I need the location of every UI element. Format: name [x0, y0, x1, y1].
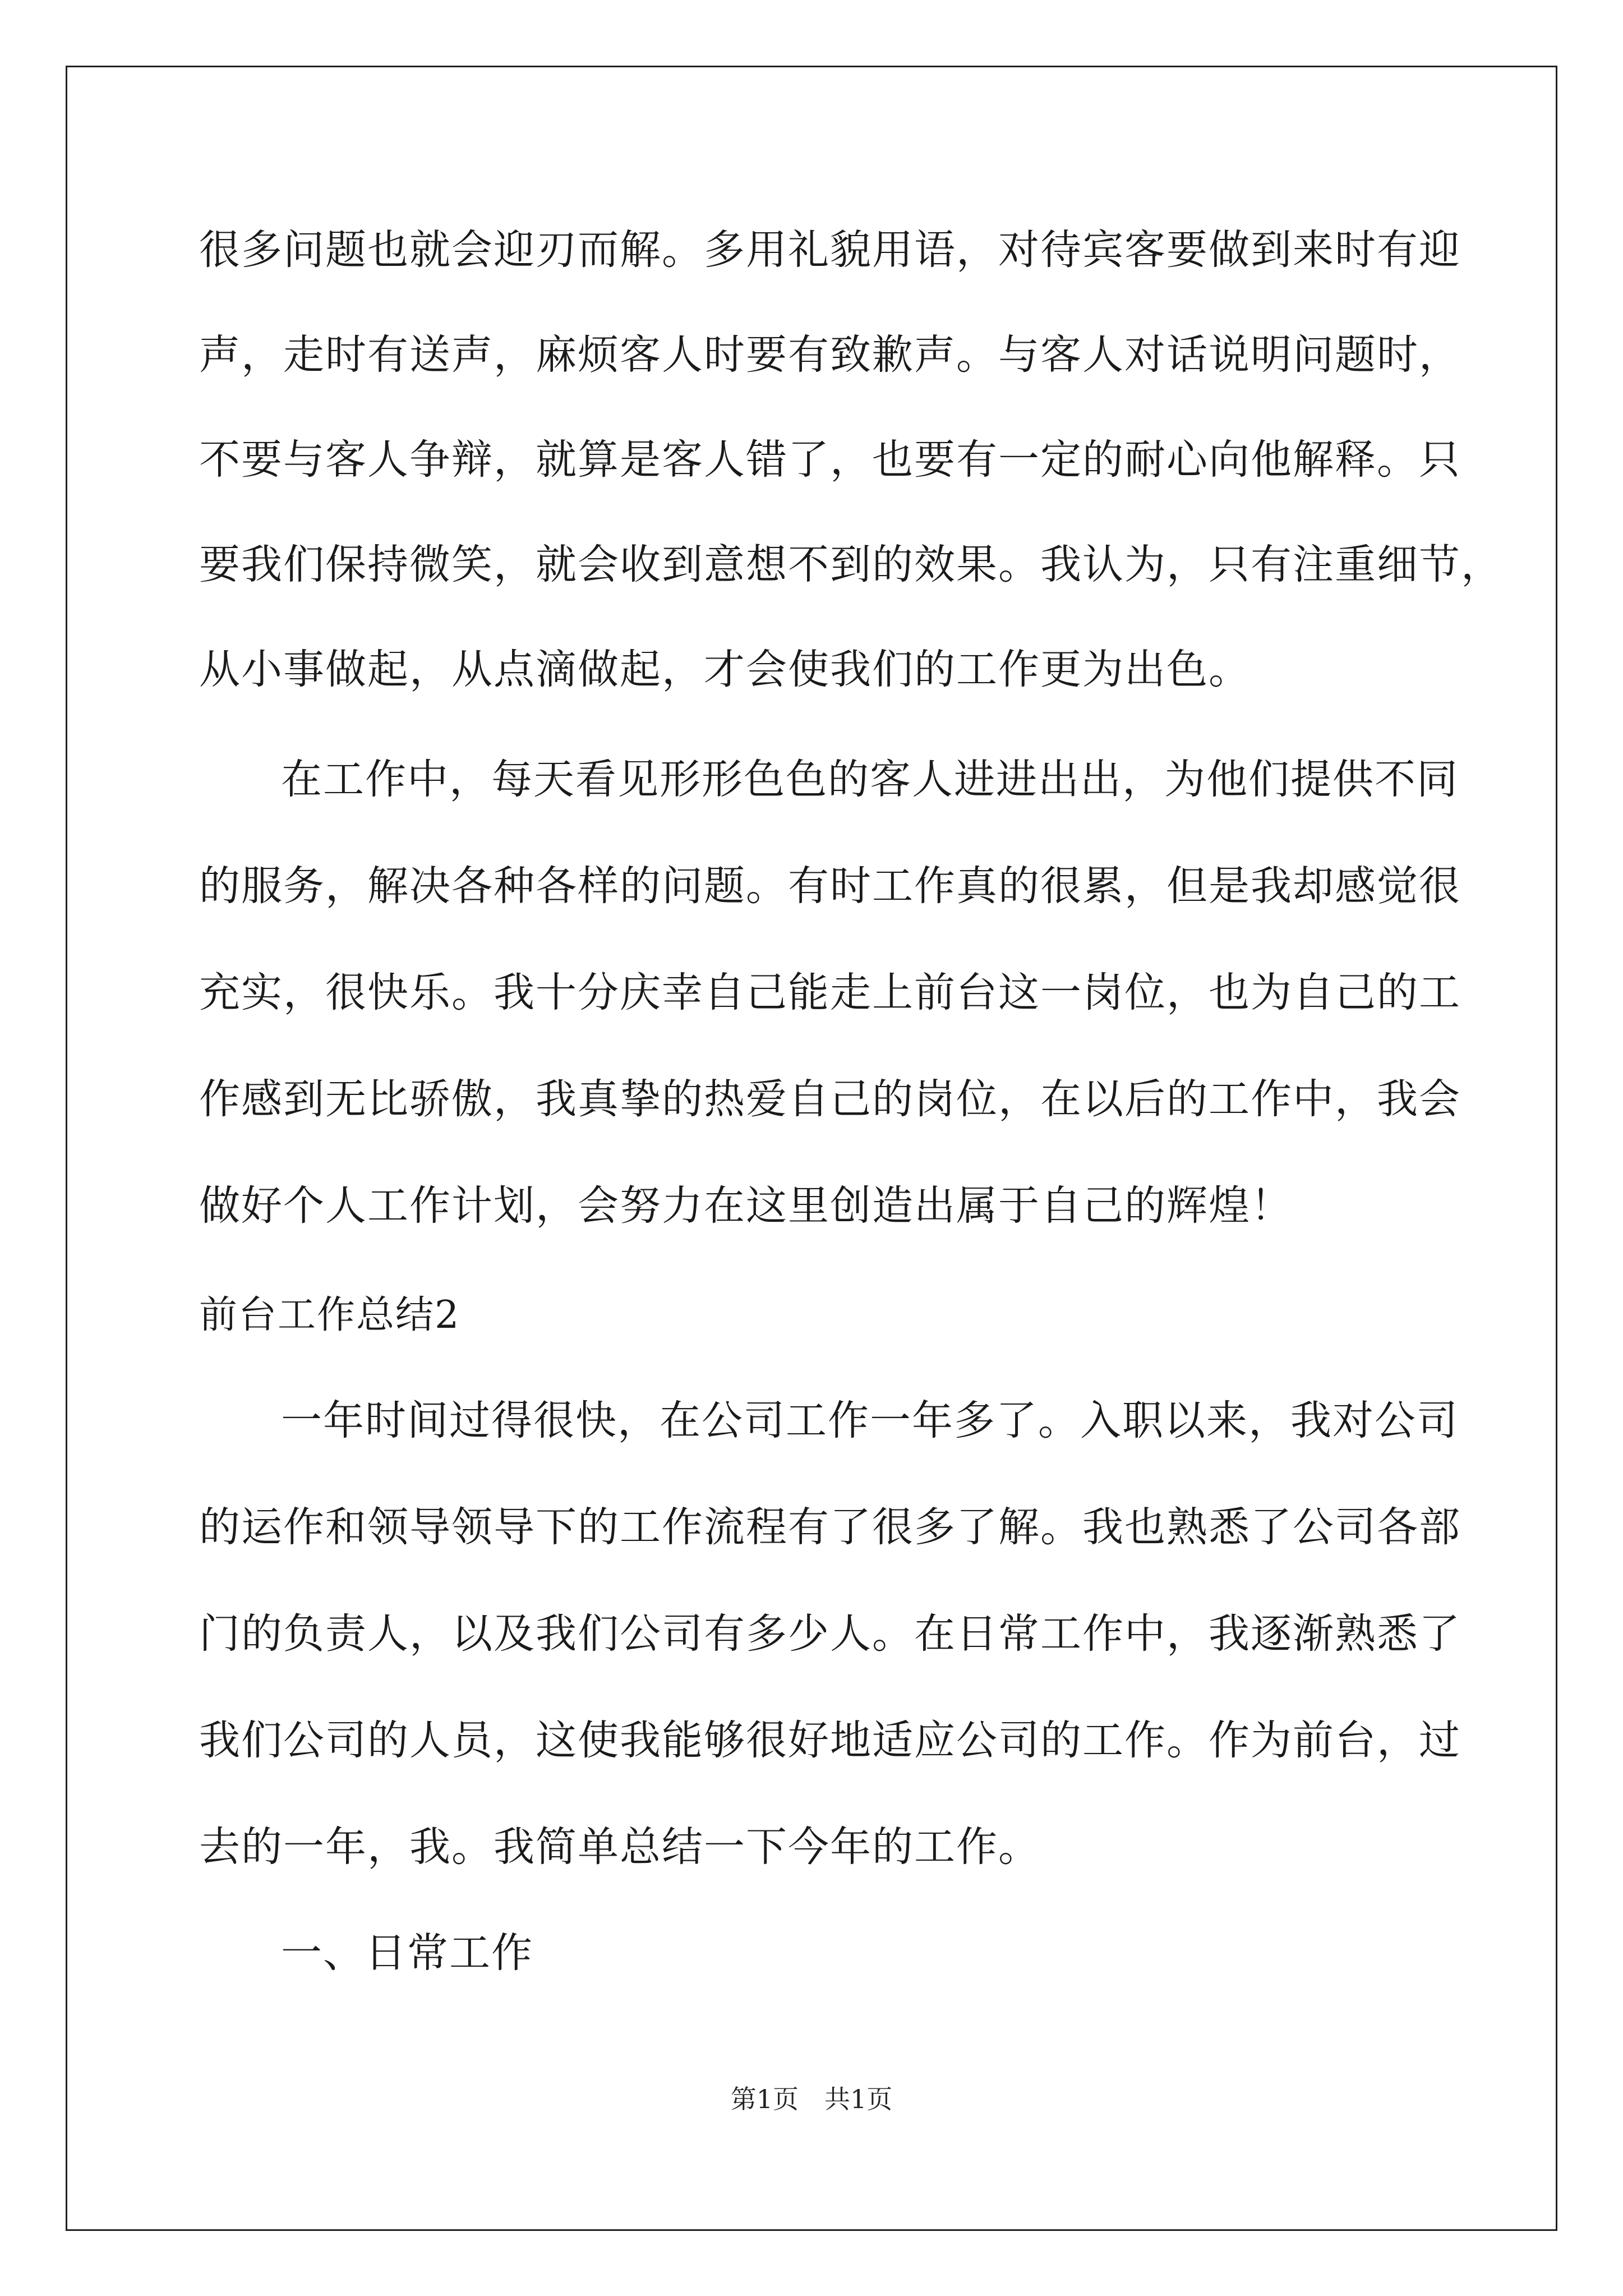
paragraph-line: 从小事做起，从点滴做起，才会使我们的工作更为出色。 [199, 646, 1251, 693]
paragraph-line: 声，走时有送声，麻烦客人时要有致歉声。与客人对话说明问题时， [199, 331, 1461, 379]
paragraph-line: 不要与客人争辩，就算是客人错了，也要有一定的耐心向他解释。只 [199, 436, 1461, 484]
paragraph-line: 的服务，解决各种各样的问题。有时工作真的很累，但是我却感觉很 [199, 862, 1461, 910]
paragraph-line: 门的负责人，以及我们公司有多少人。在日常工作中，我逐渐熟悉了 [199, 1610, 1461, 1658]
paragraph-line: 要我们保持微笑，就会收到意想不到的效果。我认为，只有注重细节， [199, 541, 1503, 588]
subsection-heading: 一、日常工作 [281, 1929, 533, 1977]
paragraph-line: 去的一年，我。我简单总结一下今年的工作。 [199, 1823, 1040, 1871]
paragraph-line: 充实，很快乐。我十分庆幸自己能走上前台这一岗位，也为自己的工 [199, 969, 1461, 1016]
paragraph-line: 我们公司的人员，这使我能够很好地适应公司的工作。作为前台，过 [199, 1717, 1461, 1764]
paragraph-line: 很多问题也就会迎刃而解。多用礼貌用语，对待宾客要做到来时有迎 [199, 226, 1461, 274]
paragraph-line: 的运作和领导领导下的工作流程有了很多了解。我也熟悉了公司各部 [199, 1503, 1461, 1551]
paragraph-line: 作感到无比骄傲，我真挚的热爱自己的岗位，在以后的工作中，我会 [199, 1075, 1461, 1123]
page-footer: 第1页 共1页 [730, 2084, 893, 2114]
page-frame [66, 66, 1557, 2231]
section-heading: 前台工作总结2 [199, 1293, 460, 1337]
paragraph-line: 在工作中，每天看见形形色色的客人进进出出，为他们提供不同 [281, 756, 1459, 803]
paragraph-line: 一年时间过得很快，在公司工作一年多了。入职以来，我对公司 [281, 1397, 1459, 1444]
paragraph-line: 做好个人工作计划，会努力在这里创造出属于自己的辉煌！ [199, 1182, 1293, 1230]
